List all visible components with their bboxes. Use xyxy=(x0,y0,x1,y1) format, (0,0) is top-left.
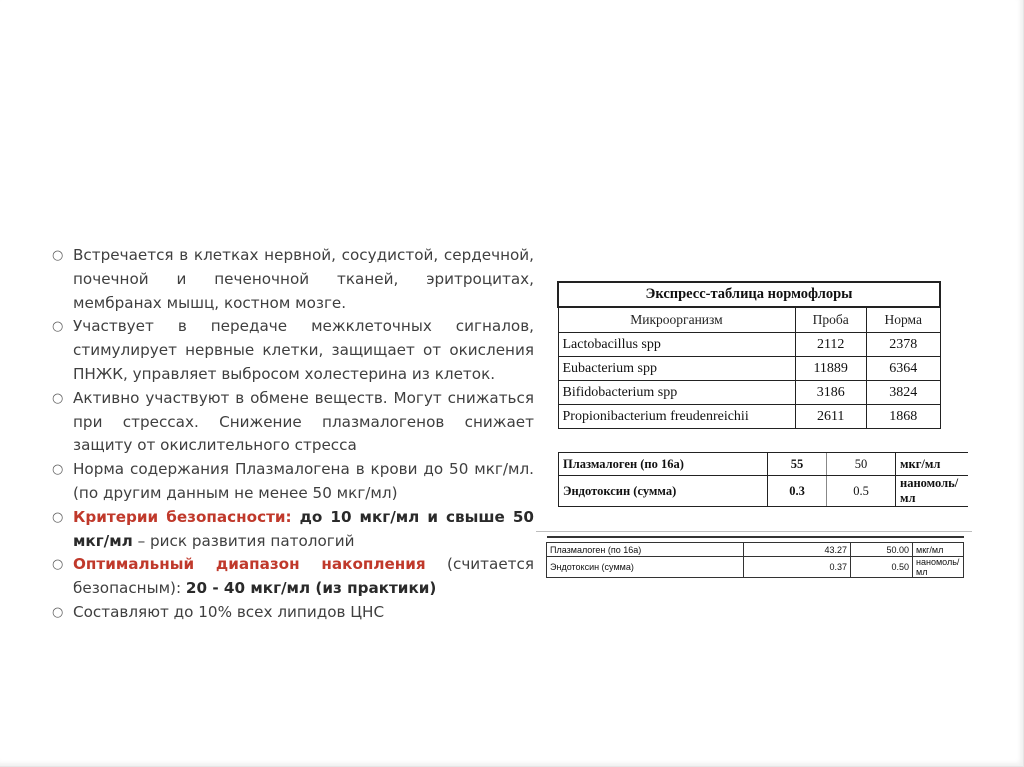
cell-unit: мкг/мл xyxy=(896,453,969,476)
table-row xyxy=(559,453,969,476)
safety-criteria-value: до 10 мкг/мл и свыше 50 мкг/мл xyxy=(73,507,534,550)
cell-value: 55 xyxy=(768,453,827,476)
cell-value: 0.3 xyxy=(768,476,827,507)
plasmalogen-table-2 xyxy=(546,536,964,578)
cell-norm: 50.00 xyxy=(851,543,913,557)
cell-indicator: Эндотоксин (сумма) xyxy=(559,476,768,507)
normoflora-table-title: Экспресс-таблица нормофлоры xyxy=(558,282,940,307)
bullet-text: Норма содержания Плазмалогена в крови до 50 мкг/мл. (по другим данным не менее 50 мкг/мл) xyxy=(73,460,534,502)
circle-bullet-icon: ○ xyxy=(52,319,64,335)
bullet-text: Составляют до 10% всех липидов ЦНС xyxy=(73,602,385,621)
cell-organism: Bifidobacterium spp xyxy=(558,381,795,405)
bullet-item xyxy=(52,553,534,601)
bullet-text: Встречается в клетках нервной, сосудистой, сердечной, почечной и печеночной тканей, эритроцитах, мембранах мышц, костном мозге. xyxy=(73,246,534,312)
bullet-item xyxy=(52,601,534,625)
table-row xyxy=(547,557,964,578)
cell-organism: Propionibacterium freudenreichii xyxy=(558,405,795,429)
optimal-range-value: 20 - 40 мкг/мл (из практики) xyxy=(185,579,437,598)
circle-bullet-icon: ○ xyxy=(52,462,64,478)
cell-unit: мкг/мл xyxy=(913,543,964,557)
divider-line xyxy=(536,531,972,532)
cell-indicator: Эндотоксин (сумма) xyxy=(547,557,744,578)
cell-sample: 2112 xyxy=(795,333,866,357)
cell-norm: 2378 xyxy=(866,333,940,357)
optimal-range-label: Оптимальный диапазон накопления xyxy=(73,555,426,574)
table-row xyxy=(558,333,940,357)
bullet-list xyxy=(52,244,534,625)
cell-organism: Lactobacillus spp xyxy=(558,333,795,357)
table-row xyxy=(559,476,969,507)
cell-norm: 0.5 xyxy=(827,476,896,507)
cell-sample: 11889 xyxy=(795,357,866,381)
cell-norm: 0.50 xyxy=(851,557,913,578)
bullet-item xyxy=(52,506,534,554)
bullet-text: Участвует в передаче межклеточных сигналов, стимулирует нервные клетки, защищает от окисления ПНЖК, управляет выбросом холестерина из клеток. xyxy=(73,317,534,383)
table-row xyxy=(558,405,940,429)
safety-criteria-label: Критерии безопасности: xyxy=(73,507,292,526)
cell-unit: наномоль/мл xyxy=(896,476,969,507)
bullet-item xyxy=(52,244,534,315)
bullet-item xyxy=(52,315,534,386)
cell-indicator: Плазмалоген (по 16а) xyxy=(547,543,744,557)
col-header-norm: Норма xyxy=(866,307,940,333)
circle-bullet-icon: ○ xyxy=(52,248,64,263)
cell-norm: 3824 xyxy=(866,381,940,405)
table-row xyxy=(547,543,964,557)
bullet-text: (считается безопасным): xyxy=(73,555,534,598)
col-header-sample: Проба xyxy=(795,307,866,333)
bullet-item xyxy=(52,458,534,506)
cell-sample: 3186 xyxy=(795,381,866,405)
cell-norm: 1868 xyxy=(866,405,940,429)
normoflora-table xyxy=(557,281,941,429)
circle-bullet-icon: ○ xyxy=(52,390,64,406)
cell-indicator: Плазмалоген (по 16а) xyxy=(559,453,768,476)
bullet-text: – риск развития патологий xyxy=(132,531,355,550)
cell-unit: наномоль/мл xyxy=(913,557,964,578)
cell-norm: 6364 xyxy=(866,357,940,381)
cell-norm: 50 xyxy=(827,453,896,476)
plasmalogen-table xyxy=(558,452,968,507)
cell-value: 43.27 xyxy=(744,543,851,557)
circle-bullet-icon: ○ xyxy=(52,509,64,525)
circle-bullet-icon: ○ xyxy=(52,557,64,573)
circle-bullet-icon: ○ xyxy=(52,604,64,620)
cell-organism: Eubacterium spp xyxy=(558,357,795,381)
cell-sample: 2611 xyxy=(795,405,866,429)
col-header-microorganism: Микроорганизм xyxy=(558,307,795,333)
bullet-text: Активно участвуют в обмене веществ. Могут снижаться при стрессах. Снижение плазмалогенов снижает защиту от окислительного стресса xyxy=(73,388,534,455)
bullet-item xyxy=(52,387,534,458)
table-row xyxy=(558,381,940,405)
cell-value: 0.37 xyxy=(744,557,851,578)
table-row xyxy=(558,357,940,381)
